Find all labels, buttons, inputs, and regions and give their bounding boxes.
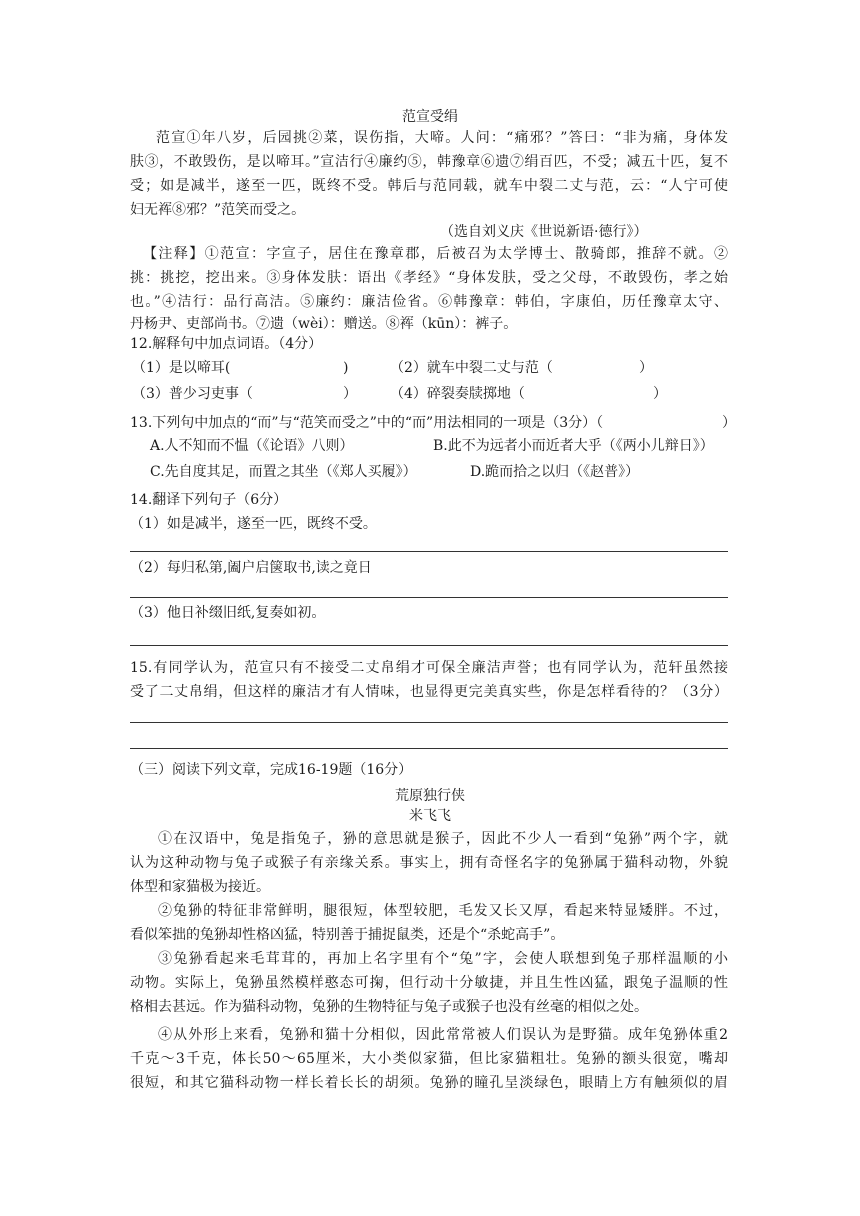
section3-author: 米飞飞 (409, 808, 451, 824)
answer-line (130, 722, 728, 723)
q12-item-1: （1）是以啼耳( (132, 360, 231, 376)
q13-option-b: B.此不为远者小而近者大乎（《两小儿辩日》） (433, 438, 714, 454)
passage-title: 范宣受绢 (402, 109, 458, 125)
q14-sentence-3: （3）他日补缀旧纸,复奏如初。 (130, 605, 326, 621)
article-line-2: 认为这种动物与兔子或猴子有亲缘关系。事实上，拥有奇怪名字的兔狲属于猫科动物，外貌 (130, 855, 728, 871)
article-line-5: 看似笨拙的兔狲却性格凶猛，特别善于捕捉鼠类，还是个“杀蛇高手”。 (130, 927, 565, 943)
q15-line-1: 15.有同学认为，范宣只有不接受二丈帛绢才可保全廉洁声誉；也有同学认为，范轩虽然接 (130, 660, 728, 676)
q13-stem: 13.下列句中加点的“而”与“范笑而受之”中的“而”用法相同的一项是（3分）（ (130, 415, 604, 431)
answer-line (130, 645, 728, 646)
notes-line-2: 挑：挑挖，挖出来。③身体发肤：语出《孝经》“身体发肤，受之父母，不敢毁伤，孝之始 (130, 270, 728, 286)
passage-line-3: 受；如是减半，遂至一匹，既终不受。韩后与范同载，就车中裂二丈与范，云：“人宁可使 (130, 178, 728, 194)
section3-title: 荒原独行侠 (395, 788, 465, 804)
article-line-4: ②兔狲的特征非常鲜明，腿很短，体型较肥，毛发又长又厚，看起来特显矮胖。不过， (158, 903, 728, 919)
q14-sentence-1: （1）如是减半，遂至一匹，既终不受。 (130, 516, 377, 532)
q15-line-2: 受了二丈帛绢，但这样的廉洁才有人情味，也显得更完美真实些，你是怎样看待的？（3分） (130, 684, 728, 700)
q12-item-4: （4）碎裂奏牍掷地（ (390, 386, 525, 402)
q12-item-2-close: ） (639, 360, 653, 376)
notes-line-3: 也。”④洁行：品行高洁。⑤廉约：廉洁俭省。⑥韩豫章：韩伯，字康伯，历任豫章太守、 (130, 294, 728, 310)
article-line-9: ④从外形上来看，兔狲和猫十分相似，因此常常被人们误认为是野猫。成年兔狲体重2 (158, 1027, 728, 1043)
q13-option-a: A.人不知而不愠（《论语》八则） (150, 438, 354, 454)
passage-line-4: 妇无裈⑧邪？”范笑而受之。 (130, 202, 306, 218)
q13-stem-close: ） (722, 415, 736, 431)
notes-line-4: 丹杨尹、吏部尚书。⑦遗（wèi）：赠送。⑧裈（kūn）：裤子。 (130, 316, 518, 332)
q13-option-c: C.先自度其足，而置之其坐（《郑人买履》） (150, 464, 417, 480)
q12-stem: 12.解释句中加点词语。（4分） (130, 336, 323, 352)
section3-intro: （三）阅读下列文章，完成16-19题（16分） (130, 762, 413, 778)
passage-line-1: 范宣①年八岁，后园挑②菜，误伤指，大啼。人问：“痛邪？”答曰：“非为痛，身体发 (156, 130, 728, 146)
article-line-8: 格相去甚远。作为猫科动物，兔狲的生物特征与兔子或猴子也没有丝毫的相似之处。 (130, 999, 648, 1015)
article-line-7: 动物。实际上，兔狲虽然模样憨态可掬，但行动十分敏捷，并且生性凶猛，跟兔子温顺的性 (130, 975, 728, 991)
q12-item-3: （3）普少习吏事（ (132, 386, 253, 402)
q12-item-1-close: ) (343, 360, 349, 376)
article-line-6: ③兔狲看起来毛茸茸的，再加上名字里有个“兔”字，会使人联想到兔子那样温顺的小 (158, 951, 728, 967)
article-line-1: ①在汉语中，兔是指兔子，狲的意思就是猴子，因此不少人一看到“兔狲”两个字，就 (158, 831, 728, 847)
article-line-11: 很短，和其它猫科动物一样长着长长的胡须。兔狲的瞳孔呈淡绿色，眼睛上方有触须似的眉 (130, 1075, 728, 1091)
answer-line (130, 748, 728, 749)
q14-stem: 14.翻译下列句子（6分） (130, 492, 288, 508)
notes-line-1: 【注释】①范宣：字宣子，居住在豫章郡，后被召为太学博士、散骑郎，推辞不就。② (143, 246, 728, 262)
q12-item-2: （2）就车中裂二丈与范（ (390, 360, 553, 376)
q12-item-3-close: ） (343, 386, 357, 402)
passage-source: （选自刘义庆《世说新语·德行》） (440, 224, 648, 240)
q14-sentence-2: （2）每归私第,阖户启箧取书,读之竟日 (130, 560, 372, 576)
article-line-10: 千克～3千克，体长50～65厘米，大小类似家猫，但比家猫粗壮。兔狲的额头很宽，嘴却 (130, 1051, 728, 1067)
answer-line (130, 551, 728, 552)
q12-item-4-close: ） (653, 386, 667, 402)
answer-line (130, 597, 728, 598)
passage-line-2: 肤③，不敢毁伤，是以啼耳。”宣洁行④廉约⑤，韩豫章⑥遗⑦绢百匹，不受；减五十匹，复不 (130, 154, 728, 170)
article-line-3: 体型和家猫极为接近。 (130, 879, 270, 895)
q13-option-d: D.跪而拾之以归（《赵普》） (470, 464, 640, 480)
